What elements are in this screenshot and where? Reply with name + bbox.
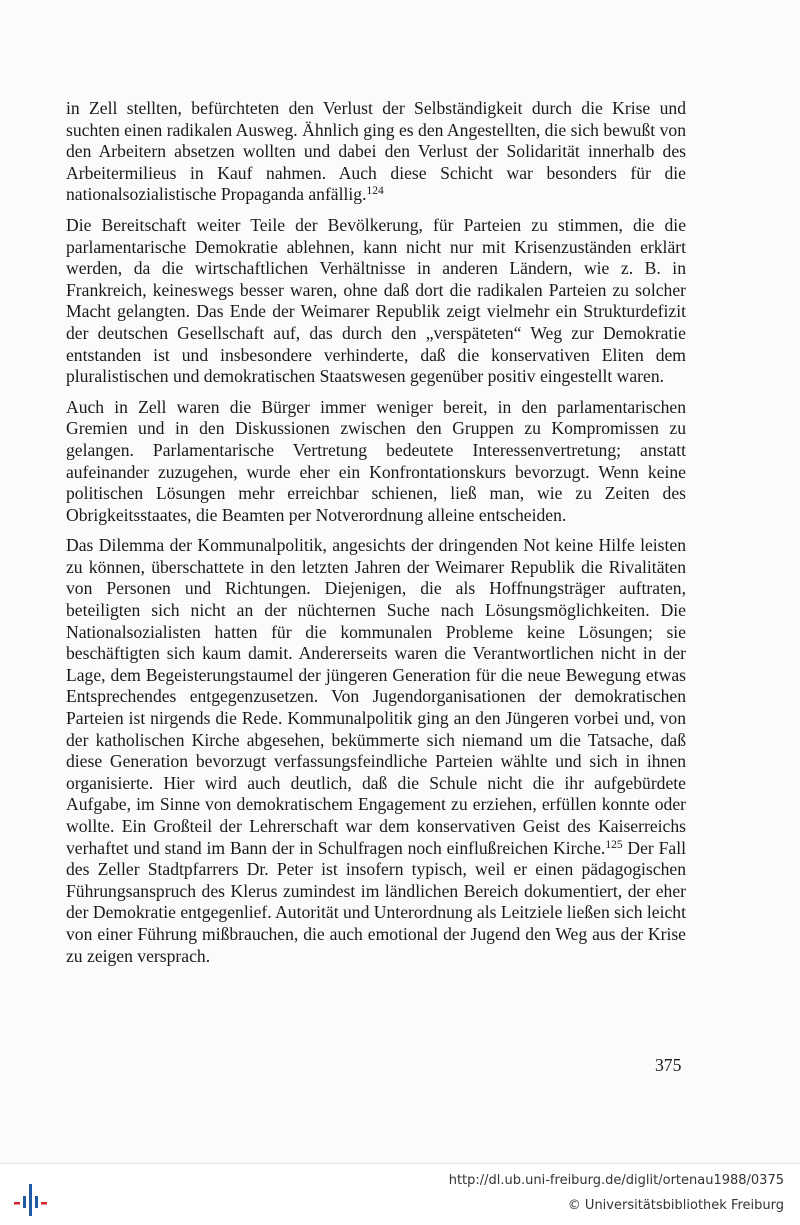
footnote-ref[interactable]: 124: [366, 185, 384, 198]
paragraph-2: [66, 215, 686, 388]
ub-freiburg-logo-icon[interactable]: [10, 1178, 50, 1218]
source-url-link[interactable]: http://dl.ub.uni-freiburg.de/diglit/ortenau1988/0375: [448, 1173, 784, 1188]
paragraph-text: Das Dilemma der Kommunalpolitik, angesichts der dringenden Not keine Hilfe leisten zu können, überschattete in den letzten Jahren der Weimarer Republik die Rivalitäten von Personen und Richtungen. Diejenigen, die als Hoffnungsträger auftraten, beteiligten sich nicht an der nüchternen Suche nach Lösungsmöglichkeiten. Die Nationalsozialisten hatten für die kommunalen Probleme keine Lösungen; sie beschäftigten sich kaum damit. Andererseits waren die Verantwortlichen nicht in der Lage, dem Begeisterungstaumel der jüngeren Generation für die neue Bewegung etwas Entsprechendes entgegenzusetzen. Von Jugendorganisationen der demokratischen Parteien ist nirgends die Rede. Kommunalpolitik ging an den Jüngeren vorbei und, von der katholischen Kirche abgesehen, bekümmerte sich niemand um die Tatsache, daß diese Generation bevorzugt verfassungsfeindliche Parteien wählte und sich in ihnen organisierte. Hier wird auch deutlich, daß die Schule nicht die ihr aufgebürdete Aufgabe, im Sinne von demokratischem Engagement zu erziehen, erfüllen konnte oder wollte. Ein Großteil der Lehrerschaft war dem konservativen Geist des Kaiserreichs verhaftet und stand im Bann der in Schulfragen noch einflußreichen Kirche.: [66, 535, 686, 858]
page-number: 375: [655, 1055, 682, 1075]
copyright-notice: © Universitätsbibliothek Freiburg: [567, 1198, 784, 1213]
body-text: [66, 98, 686, 976]
viewer-footer: [0, 1163, 800, 1225]
paragraph-3: [66, 397, 686, 527]
paragraph-4: [66, 535, 686, 967]
paragraph-text: Auch in Zell waren die Bürger immer weniger bereit, in den parlamentarischen Gremien und in den Diskussionen zwischen den Gruppen zu Kompromissen zu gelangen. Parlamentarische Vertretung bedeutete Interessenvertretung; anstatt aufeinander zuzugehen, wurde eher ein Konfrontationskurs bevorzugt. Wenn keine politischen Lösungen mehr erreichbar schienen, ließ man, wie zu Zeiten des Obrigkeitsstaates, die Beamten per Notverordnung alleine entscheiden.: [66, 396, 686, 525]
paragraph-text: in Zell stellten, befürchteten den Verlust der Selbständigkeit durch die Krise und suchten einen radikalen Ausweg. Ähnlich ging es den Angestellten, die sich bewußt von den Arbeitern absetzen wollten und dabei den Verlust der Solidarität innerhalb des Arbeitermilieus in Kauf nahmen. Auch diese Schicht war besonders für die nationalsozialistische Propaganda anfällig.: [66, 98, 686, 205]
paragraph-1: [66, 98, 686, 206]
paragraph-text: Der Fall des Zeller Stadtpfarrers Dr. Peter ist insofern typisch, weil er einen pädagogischen Führungsanspruch des Klerus zumindest im ländlichen Bereich dokumentiert, der eher der Demokratie entgegenlief. Autorität und Unterordnung als Leitziele ließen sich leicht von einer Führung mißbrauchen, die auch emotional der Jugend den Weg aus der Krise zu zeigen versprach.: [66, 837, 686, 966]
paragraph-text: Die Bereitschaft weiter Teile der Bevölkerung, für Parteien zu stimmen, die die parlamentarische Demokratie ablehnen, kann nicht nur mit Krisenzuständen erklärt werden, da die wirtschaftlichen Verhältnisse in anderen Ländern, wie z. B. in Frankreich, keineswegs besser waren, ohne daß dort die radikalen Parteien zu solcher Macht gelangten. Das Ende der Weimarer Republik zeigt vielmehr ein Strukturdefizit der deutschen Gesellschaft auf, das durch den „verspäteten“ Weg zur Demokratie entstanden ist und insbesondere verhinderte, daß die konservativen Eliten dem pluralistischen und demokratischen Staatswesen gegenüber positiv eingestellt waren.: [66, 214, 686, 387]
footnote-ref[interactable]: 125: [605, 838, 623, 851]
